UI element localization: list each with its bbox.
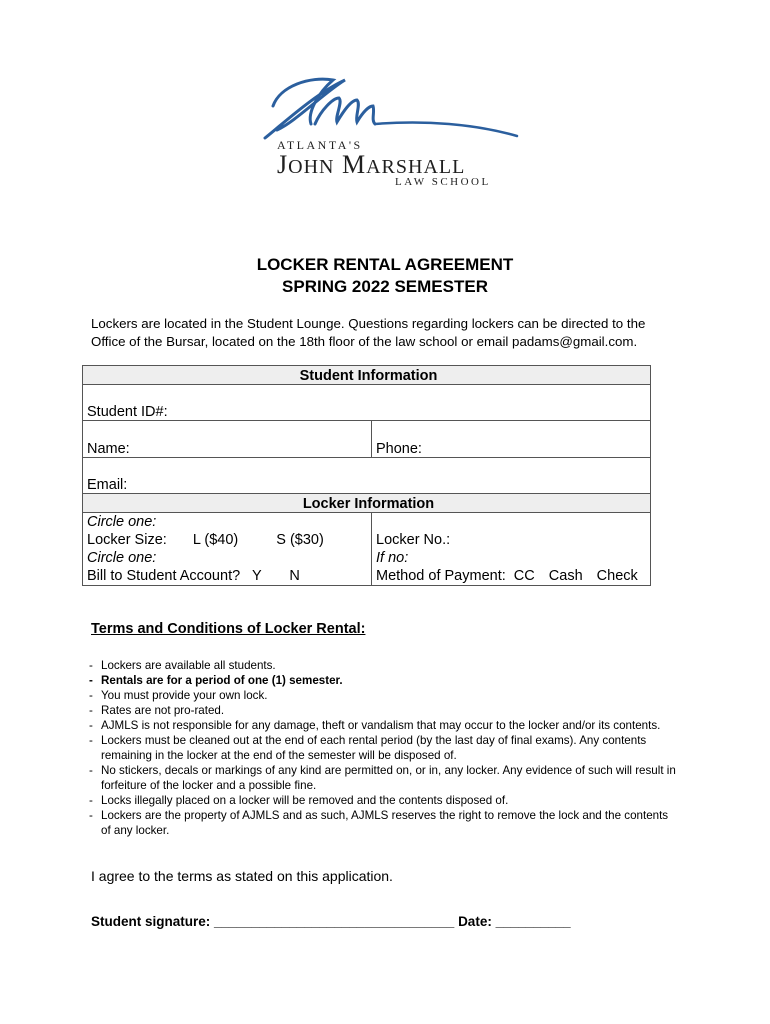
email-field[interactable]: Email: (83, 458, 651, 494)
page-subtitle: SPRING 2022 SEMESTER (282, 277, 488, 296)
phone-field[interactable]: Phone: (372, 421, 651, 458)
bill-to-row: Bill to Student Account? Y N (87, 568, 300, 584)
locker-size-row: Locker Size: L ($40) S ($30) (87, 532, 324, 548)
logo-law-school: LAW SCHOOL (395, 176, 491, 188)
locker-options-cell (83, 513, 372, 586)
payment-method-row: Method of Payment: CC Cash Check (376, 568, 638, 584)
signature-label: Student signature: (91, 914, 211, 929)
logo-atlantas: ATLANTA'S (277, 138, 363, 152)
terms-list (89, 658, 679, 838)
pay-cc-option[interactable]: CC (513, 568, 535, 584)
page-title: LOCKER RENTAL AGREEMENT (256, 255, 514, 274)
payment-cell (372, 513, 651, 586)
circle-one-label: Circle one: (87, 514, 157, 530)
name-field[interactable]: Name: (83, 421, 372, 458)
list-item: - You must provide your own lock. (89, 688, 679, 703)
student-id-field[interactable]: Student ID#: (83, 385, 651, 421)
list-item: - Locks illegally placed on a locker will be removed and the contents disposed of. (89, 793, 679, 808)
jm-monogram-icon (255, 72, 525, 142)
info-table (82, 365, 651, 586)
pay-cash-option[interactable]: Cash (548, 568, 583, 584)
list-item: - AJMLS is not responsible for any damage, theft or vandalism that may occur to the locker and/or its contents. (89, 718, 679, 733)
list-item: - Rates are not pro-rated. (89, 703, 679, 718)
law-school-logo (255, 72, 525, 190)
bill-yes-option[interactable]: Y (251, 568, 262, 584)
bill-no-option[interactable]: N (289, 568, 300, 584)
date-label: Date: (458, 914, 492, 929)
size-l-option[interactable]: L ($40) (192, 532, 239, 548)
logo-john-marshall: JOHN MARSHALL (277, 150, 466, 179)
list-item: - No stickers, decals or markings of any kind are permitted on, or in, any locker. Any evidence of such will result in forfeiture of the locker and a possible fine. (89, 763, 679, 793)
agreement-statement: I agree to the terms as stated on this application. (91, 868, 393, 884)
list-item: - Rentals are for a period of one (1) semester. (89, 673, 679, 688)
list-item: - Lockers are available all students. (89, 658, 679, 673)
intro-paragraph: Lockers are located in the Student Lounge. Questions regarding lockers can be directed to the Office of the Bursar, located on the 18th floor of the law school or email padams@gmail.com. (91, 316, 646, 349)
circle-one-label: Circle one: (87, 550, 157, 566)
signature-line[interactable]: ________________________________ (214, 914, 455, 929)
list-item: - Lockers must be cleaned out at the end of each rental period (by the last day of final exams). Any contents remaining in the locker at the end of the semester will be disposed of. (89, 733, 679, 763)
terms-heading: Terms and Conditions of Locker Rental: (91, 621, 366, 637)
date-line[interactable]: __________ (495, 914, 571, 929)
locker-no-field[interactable]: Locker No.: (376, 532, 451, 548)
list-item: - Lockers are the property of AJMLS and as such, AJMLS reserves the right to remove the lock and the contents of any locker. (89, 808, 679, 838)
size-s-option[interactable]: S ($30) (276, 532, 324, 548)
pay-check-option[interactable]: Check (596, 568, 638, 584)
locker-info-header: Locker Information (83, 494, 651, 513)
signature-row (91, 914, 571, 929)
if-no-label: If no: (376, 550, 409, 566)
student-info-header: Student Information (83, 366, 651, 385)
